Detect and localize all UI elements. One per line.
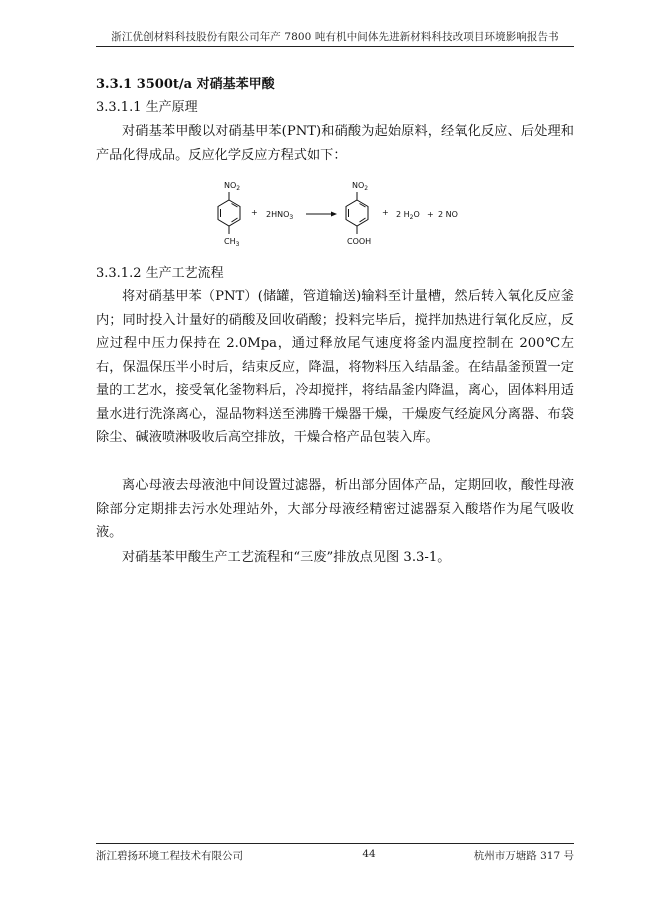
process-paragraph-1: 将对硝基甲苯（PNT）(储罐，管道输送)输料至计量槽，然后转入氧化反应釜内；同时投入计量好的硝酸及回收硝酸；投料完毕后，搅拌加热进行氧化反应，反应过程中压力保持在 2.0Mpa，通过释放尾气速度将釜内温度控制在 200℃左右，保温保压半小时后，结束反应，降温，将物料压入结晶釜。在结晶釜预置一定量的工艺水，接受氧化釜物料后，冷却搅拌，将结晶釜内降温，离心，固体料用适量水进行洗涤离心，湿品物料送至沸腾干燥器干燥，干燥废气经旋风分离器、布袋除尘、碱液喷淋吸收后高空排放，干燥合格产品包装入库。 <box>96 289 574 445</box>
header-rule <box>96 46 574 47</box>
plus-sign-2: + <box>382 208 389 217</box>
process-paragraph-3: 对硝基苯甲酸生产工艺流程和“三废”排放点见图 3.3-1。 <box>122 550 451 565</box>
reagent-label: $2HNO_3$ <box>266 210 294 221</box>
footer-address: 杭州市万塘路 317 号 <box>473 850 574 862</box>
page-number: 44 <box>362 848 376 860</box>
byproduct-water: 2 $H_2O$ <box>396 210 420 221</box>
reactant-bottom-group: $CH_3$ <box>224 237 240 248</box>
product-bottom-group: COOH <box>347 237 372 246</box>
footer-company: 浙江碧扬环境工程技术有限公司 <box>96 850 243 862</box>
reactant-top-group: $NO_2$ <box>224 181 241 192</box>
plus-sign-3: + <box>427 210 434 219</box>
reaction-arrow <box>306 212 337 217</box>
subsection-heading-process: 3.3.1.2 生产工艺流程 <box>96 266 224 281</box>
section-heading: 3.3.1 3500t/a 对硝基苯甲酸 <box>96 77 275 92</box>
plus-sign-1: + <box>251 208 258 217</box>
product-structure <box>346 192 368 234</box>
footer-rule <box>96 843 574 844</box>
process-paragraph-2: 离心母液去母液池中间设置过滤器，析出部分固体产品，定期回收，酸性母液除部分定期排去污水处理站外，大部分母液经精密过滤器泵入酸塔作为尾气吸收液。 <box>96 478 574 540</box>
byproduct-no: 2 NO <box>438 210 458 219</box>
reactant-structure <box>218 192 240 234</box>
reaction-equation <box>196 178 476 256</box>
page-header: 浙江优创材料科技股份有限公司年产 7800 吨有机中间体先进新材料科技改项目环境影响报告书 <box>111 31 559 43</box>
subsection-heading-principle: 3.3.1.1 生产原理 <box>96 100 198 115</box>
principle-paragraph: 对硝基苯甲酸以对硝基甲苯(PNT)和硝酸为起始原料，经氧化反应、后处理和产品化得成品。反应化学反应方程式如下： <box>96 124 574 163</box>
product-top-group: $NO_2$ <box>352 181 369 192</box>
